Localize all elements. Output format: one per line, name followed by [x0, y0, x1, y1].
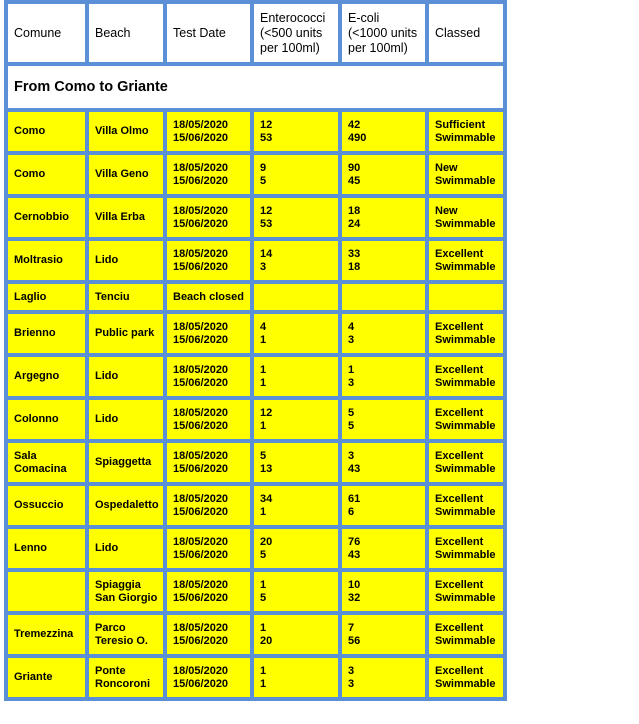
test-date-cell	[167, 400, 250, 439]
comune-cell-line: Ossuccio	[14, 499, 64, 511]
test-date-cell-line: 15/06/2020	[173, 260, 229, 273]
comune-cell-line: Moltrasio	[14, 254, 63, 266]
ecoli-cell-line: 5	[348, 406, 355, 419]
classed-cell-line: Excellent	[435, 363, 484, 376]
header-test-date: Test Date	[167, 4, 250, 62]
classed-cell	[429, 486, 503, 525]
enterococci-cell-line: 5	[260, 449, 267, 462]
test-date-cell-line: 18/05/2020	[173, 535, 229, 548]
comune-cell	[8, 400, 85, 439]
ecoli-cell-line: 90	[348, 161, 361, 174]
ecoli-cell	[342, 198, 425, 237]
classed-cell-line: Swimmable	[435, 677, 496, 690]
comune-cell	[8, 155, 85, 194]
beach-cell	[89, 615, 163, 654]
comune-cell-line: Tremezzina	[14, 628, 74, 640]
comune-cell	[8, 284, 85, 310]
classed-cell-line: Excellent	[435, 247, 484, 260]
test-date-cell	[167, 615, 250, 654]
test-date-cell-line: 18/05/2020	[173, 204, 229, 217]
test-date-cell-line: 15/06/2020	[173, 591, 229, 604]
enterococci-cell	[254, 198, 338, 237]
test-date-cell-line: 15/06/2020	[173, 131, 229, 144]
comune-cell-line: Sala	[14, 449, 37, 462]
beach-cell	[89, 314, 163, 353]
enterococci-cell-line: 3	[260, 260, 267, 273]
header-line: E-coli	[348, 10, 380, 25]
header-enterococci	[254, 4, 338, 62]
classed-cell	[429, 314, 503, 353]
beach-cell-line: San Giorgio	[95, 591, 158, 604]
enterococci-cell	[254, 112, 338, 151]
beach-cell	[89, 357, 163, 396]
comune-cell-line: Argegno	[14, 370, 60, 382]
classed-cell	[429, 284, 503, 310]
ecoli-cell-line: 24	[348, 217, 361, 230]
table-header-row	[8, 4, 503, 62]
ecoli-cell-line: 43	[348, 462, 361, 475]
test-date-cell	[167, 357, 250, 396]
ecoli-cell-line: 45	[348, 174, 361, 187]
comune-cell-line: Griante	[14, 671, 53, 683]
classed-cell	[429, 241, 503, 280]
ecoli-cell	[342, 443, 425, 482]
table-row	[8, 572, 503, 611]
ecoli-cell	[342, 241, 425, 280]
ecoli-cell	[342, 529, 425, 568]
comune-cell-line: Comacina	[14, 462, 67, 475]
ecoli-cell-line: 18	[348, 260, 361, 273]
beach-cell	[89, 443, 163, 482]
test-date-cell-line: 15/06/2020	[173, 677, 229, 690]
ecoli-cell	[342, 112, 425, 151]
comune-cell	[8, 486, 85, 525]
ecoli-cell	[342, 284, 425, 310]
comune-cell	[8, 658, 85, 697]
ecoli-cell-line: 3	[348, 677, 355, 690]
beach-cell-line: Public park	[95, 327, 155, 339]
beach-cell-line: Ponte	[95, 664, 126, 677]
bathing-water-quality-table	[4, 0, 507, 701]
enterococci-cell	[254, 357, 338, 396]
enterococci-cell-line: 12	[260, 204, 273, 217]
beach-cell-line: Lido	[95, 370, 119, 382]
test-date-cell-line: 18/05/2020	[173, 449, 229, 462]
beach-cell	[89, 155, 163, 194]
comune-cell-line: Cernobbio	[14, 211, 69, 223]
ecoli-cell-line: 4	[348, 320, 355, 333]
enterococci-cell	[254, 400, 338, 439]
table-row	[8, 658, 503, 697]
comune-cell	[8, 529, 85, 568]
classed-cell	[429, 198, 503, 237]
enterococci-cell-line: 4	[260, 320, 267, 333]
test-date-cell-line: 18/05/2020	[173, 118, 229, 131]
table-row	[8, 155, 503, 194]
beach-cell-line: Ospedaletto	[95, 499, 159, 511]
section-row	[8, 66, 503, 108]
beach-cell	[89, 658, 163, 697]
test-date-cell-line: 15/06/2020	[173, 333, 229, 346]
classed-cell	[429, 529, 503, 568]
header-ecoli	[342, 4, 425, 62]
test-date-cell-line: 15/06/2020	[173, 174, 229, 187]
enterococci-cell-line: 14	[260, 247, 273, 260]
ecoli-cell-line: 33	[348, 247, 361, 260]
test-date-cell	[167, 112, 250, 151]
test-date-cell-line: 18/05/2020	[173, 161, 229, 174]
comune-cell	[8, 443, 85, 482]
ecoli-cell	[342, 314, 425, 353]
test-date-cell-line: 18/05/2020	[173, 247, 229, 260]
test-date-cell	[167, 284, 250, 310]
ecoli-cell-line: 5	[348, 419, 355, 432]
beach-cell-line: Lido	[95, 413, 119, 425]
comune-cell-line: Laglio	[14, 290, 47, 303]
classed-cell-line: Excellent	[435, 578, 484, 591]
ecoli-cell	[342, 357, 425, 396]
test-date-cell-line: 15/06/2020	[173, 505, 229, 518]
test-date-cell	[167, 529, 250, 568]
beach-cell	[89, 284, 163, 310]
beach-cell-line: Villa Erba	[95, 211, 145, 223]
enterococci-cell-line: 1	[260, 677, 267, 690]
header-line: per 100ml)	[348, 40, 408, 55]
test-date-cell-line: 15/06/2020	[173, 217, 229, 230]
beach-cell-line: Teresio O.	[95, 634, 148, 647]
classed-cell-line: Swimmable	[435, 333, 496, 346]
ecoli-cell-line: 3	[348, 333, 355, 346]
table-row	[8, 615, 503, 654]
ecoli-cell-line: 3	[348, 376, 355, 389]
test-date-cell	[167, 198, 250, 237]
test-date-cell-line: 18/05/2020	[173, 406, 229, 419]
enterococci-cell-line: 9	[260, 161, 267, 174]
beach-cell-line: Tenciu	[95, 290, 130, 303]
ecoli-cell-line: 3	[348, 664, 355, 677]
enterococci-cell-line: 34	[260, 492, 273, 505]
classed-cell-line: Swimmable	[435, 419, 496, 432]
ecoli-cell-line: 490	[348, 131, 367, 144]
comune-cell-line: Brienno	[14, 327, 56, 339]
comune-cell-line: Lenno	[14, 542, 47, 554]
table-row	[8, 241, 503, 280]
classed-cell-line: Excellent	[435, 664, 484, 677]
enterococci-cell-line: 5	[260, 174, 267, 187]
ecoli-cell	[342, 615, 425, 654]
test-date-cell-line: 18/05/2020	[173, 363, 229, 376]
test-date-cell-line: 18/05/2020	[173, 492, 229, 505]
enterococci-cell	[254, 615, 338, 654]
enterococci-cell-line: 12	[260, 118, 273, 131]
classed-cell	[429, 155, 503, 194]
table-row	[8, 112, 503, 151]
test-date-cell-line: 18/05/2020	[173, 320, 229, 333]
classed-cell-line: New	[435, 204, 458, 217]
enterococci-cell-line: 20	[260, 535, 273, 548]
ecoli-cell-line: 76	[348, 535, 361, 548]
test-date-cell	[167, 155, 250, 194]
header-line: (<500 units	[260, 25, 323, 40]
enterococci-cell	[254, 658, 338, 697]
table-row	[8, 314, 503, 353]
header-beach: Beach	[89, 4, 163, 62]
enterococci-cell	[254, 241, 338, 280]
enterococci-cell	[254, 155, 338, 194]
comune-cell	[8, 241, 85, 280]
table-row	[8, 443, 503, 482]
enterococci-cell-line: 1	[260, 333, 267, 346]
test-date-cell-line: 18/05/2020	[173, 621, 229, 634]
comune-cell	[8, 198, 85, 237]
enterococci-cell-line: 5	[260, 548, 267, 561]
comune-cell	[8, 572, 85, 611]
enterococci-cell-line: 1	[260, 578, 267, 591]
comune-cell	[8, 112, 85, 151]
beach-cell-line: Lido	[95, 542, 119, 554]
classed-cell-line: Swimmable	[435, 131, 496, 144]
test-date-cell-line: 18/05/2020	[173, 664, 229, 677]
beach-cell-line: Parco	[95, 621, 126, 634]
classed-cell-line: Swimmable	[435, 174, 496, 187]
classed-cell-line: Swimmable	[435, 462, 496, 475]
ecoli-cell	[342, 572, 425, 611]
ecoli-cell-line: 42	[348, 118, 361, 131]
enterococci-cell	[254, 284, 338, 310]
classed-cell-line: Excellent	[435, 621, 484, 634]
comune-cell-line: Colonno	[14, 413, 59, 425]
test-date-cell	[167, 443, 250, 482]
beach-cell	[89, 529, 163, 568]
ecoli-cell-line: 3	[348, 449, 355, 462]
classed-cell	[429, 572, 503, 611]
test-date-cell-line: 15/06/2020	[173, 462, 229, 475]
classed-cell	[429, 357, 503, 396]
beach-cell-line: Spiaggia	[95, 578, 141, 591]
table-row	[8, 357, 503, 396]
test-date-cell-line: 15/06/2020	[173, 376, 229, 389]
test-date-cell	[167, 658, 250, 697]
classed-cell-line: Excellent	[435, 535, 484, 548]
ecoli-cell-line: 61	[348, 492, 361, 505]
classed-cell	[429, 112, 503, 151]
test-date-cell	[167, 241, 250, 280]
classed-cell-line: Swimmable	[435, 548, 496, 561]
ecoli-cell-line: 1	[348, 363, 355, 376]
enterococci-cell-line: 12	[260, 406, 273, 419]
ecoli-cell-line: 18	[348, 204, 361, 217]
enterococci-cell	[254, 443, 338, 482]
comune-cell	[8, 615, 85, 654]
classed-cell	[429, 400, 503, 439]
ecoli-cell-line: 32	[348, 591, 361, 604]
beach-cell-line: Roncoroni	[95, 677, 150, 690]
test-date-cell-line: 15/06/2020	[173, 419, 229, 432]
beach-cell-line: Villa Geno	[95, 168, 149, 180]
table-row	[8, 284, 503, 310]
test-date-cell	[167, 314, 250, 353]
classed-cell-line: Swimmable	[435, 217, 496, 230]
beach-cell	[89, 198, 163, 237]
enterococci-cell-line: 1	[260, 505, 267, 518]
ecoli-cell-line: 43	[348, 548, 361, 561]
beach-cell	[89, 400, 163, 439]
beach-cell	[89, 241, 163, 280]
ecoli-cell-line: 56	[348, 634, 361, 647]
test-date-cell-line: 18/05/2020	[173, 578, 229, 591]
classed-cell-line: Excellent	[435, 492, 484, 505]
test-date-cell	[167, 486, 250, 525]
table-row	[8, 486, 503, 525]
table-row	[8, 529, 503, 568]
comune-cell	[8, 357, 85, 396]
comune-cell-line: Como	[14, 125, 46, 137]
enterococci-cell-line: 53	[260, 217, 273, 230]
ecoli-cell-line: 6	[348, 505, 355, 518]
classed-cell-line: Swimmable	[435, 260, 496, 273]
enterococci-cell-line: 1	[260, 376, 267, 389]
classed-cell-line: Sufficient	[435, 118, 486, 131]
beach-cell-line: Spiaggetta	[95, 456, 152, 468]
ecoli-cell	[342, 155, 425, 194]
enterococci-cell	[254, 572, 338, 611]
test-date-cell-line: 15/06/2020	[173, 634, 229, 647]
test-date-cell	[167, 572, 250, 611]
classed-cell-line: Excellent	[435, 449, 484, 462]
classed-cell-line: Swimmable	[435, 591, 496, 604]
enterococci-cell-line: 20	[260, 634, 273, 647]
comune-cell-line: Como	[14, 168, 46, 180]
header-line: per 100ml)	[260, 40, 320, 55]
classed-cell-line: Excellent	[435, 406, 484, 419]
enterococci-cell-line: 1	[260, 621, 267, 634]
header-comune: Comune	[8, 4, 85, 62]
ecoli-cell	[342, 658, 425, 697]
classed-cell-line: Excellent	[435, 320, 484, 333]
ecoli-cell-line: 7	[348, 621, 355, 634]
classed-cell	[429, 658, 503, 697]
section-title: From Como to Griante	[8, 66, 503, 108]
test-date-cell-line: Beach closed	[173, 290, 244, 303]
beach-cell	[89, 112, 163, 151]
ecoli-cell-line: 10	[348, 578, 361, 591]
enterococci-cell-line: 53	[260, 131, 273, 144]
beach-cell-line: Villa Olmo	[95, 125, 149, 137]
header-line: Enterococci	[260, 10, 326, 25]
header-classed: Classed	[429, 4, 503, 62]
classed-cell-line: Swimmable	[435, 505, 496, 518]
enterococci-cell	[254, 314, 338, 353]
table-row	[8, 198, 503, 237]
classed-cell-line: New	[435, 161, 458, 174]
classed-cell-line: Swimmable	[435, 376, 496, 389]
beach-cell	[89, 572, 163, 611]
beach-cell-line: Lido	[95, 254, 119, 266]
enterococci-cell	[254, 486, 338, 525]
enterococci-cell-line: 1	[260, 419, 267, 432]
enterococci-cell-line: 1	[260, 664, 267, 677]
ecoli-cell	[342, 400, 425, 439]
table-row	[8, 400, 503, 439]
enterococci-cell-line: 1	[260, 363, 267, 376]
enterococci-cell-line: 13	[260, 462, 273, 475]
enterococci-cell-line: 5	[260, 591, 267, 604]
ecoli-cell	[342, 486, 425, 525]
comune-cell	[8, 314, 85, 353]
enterococci-cell	[254, 529, 338, 568]
test-date-cell-line: 15/06/2020	[173, 548, 229, 561]
classed-cell	[429, 615, 503, 654]
classed-cell	[429, 443, 503, 482]
classed-cell-line: Swimmable	[435, 634, 496, 647]
header-line: (<1000 units	[348, 25, 418, 40]
beach-cell	[89, 486, 163, 525]
